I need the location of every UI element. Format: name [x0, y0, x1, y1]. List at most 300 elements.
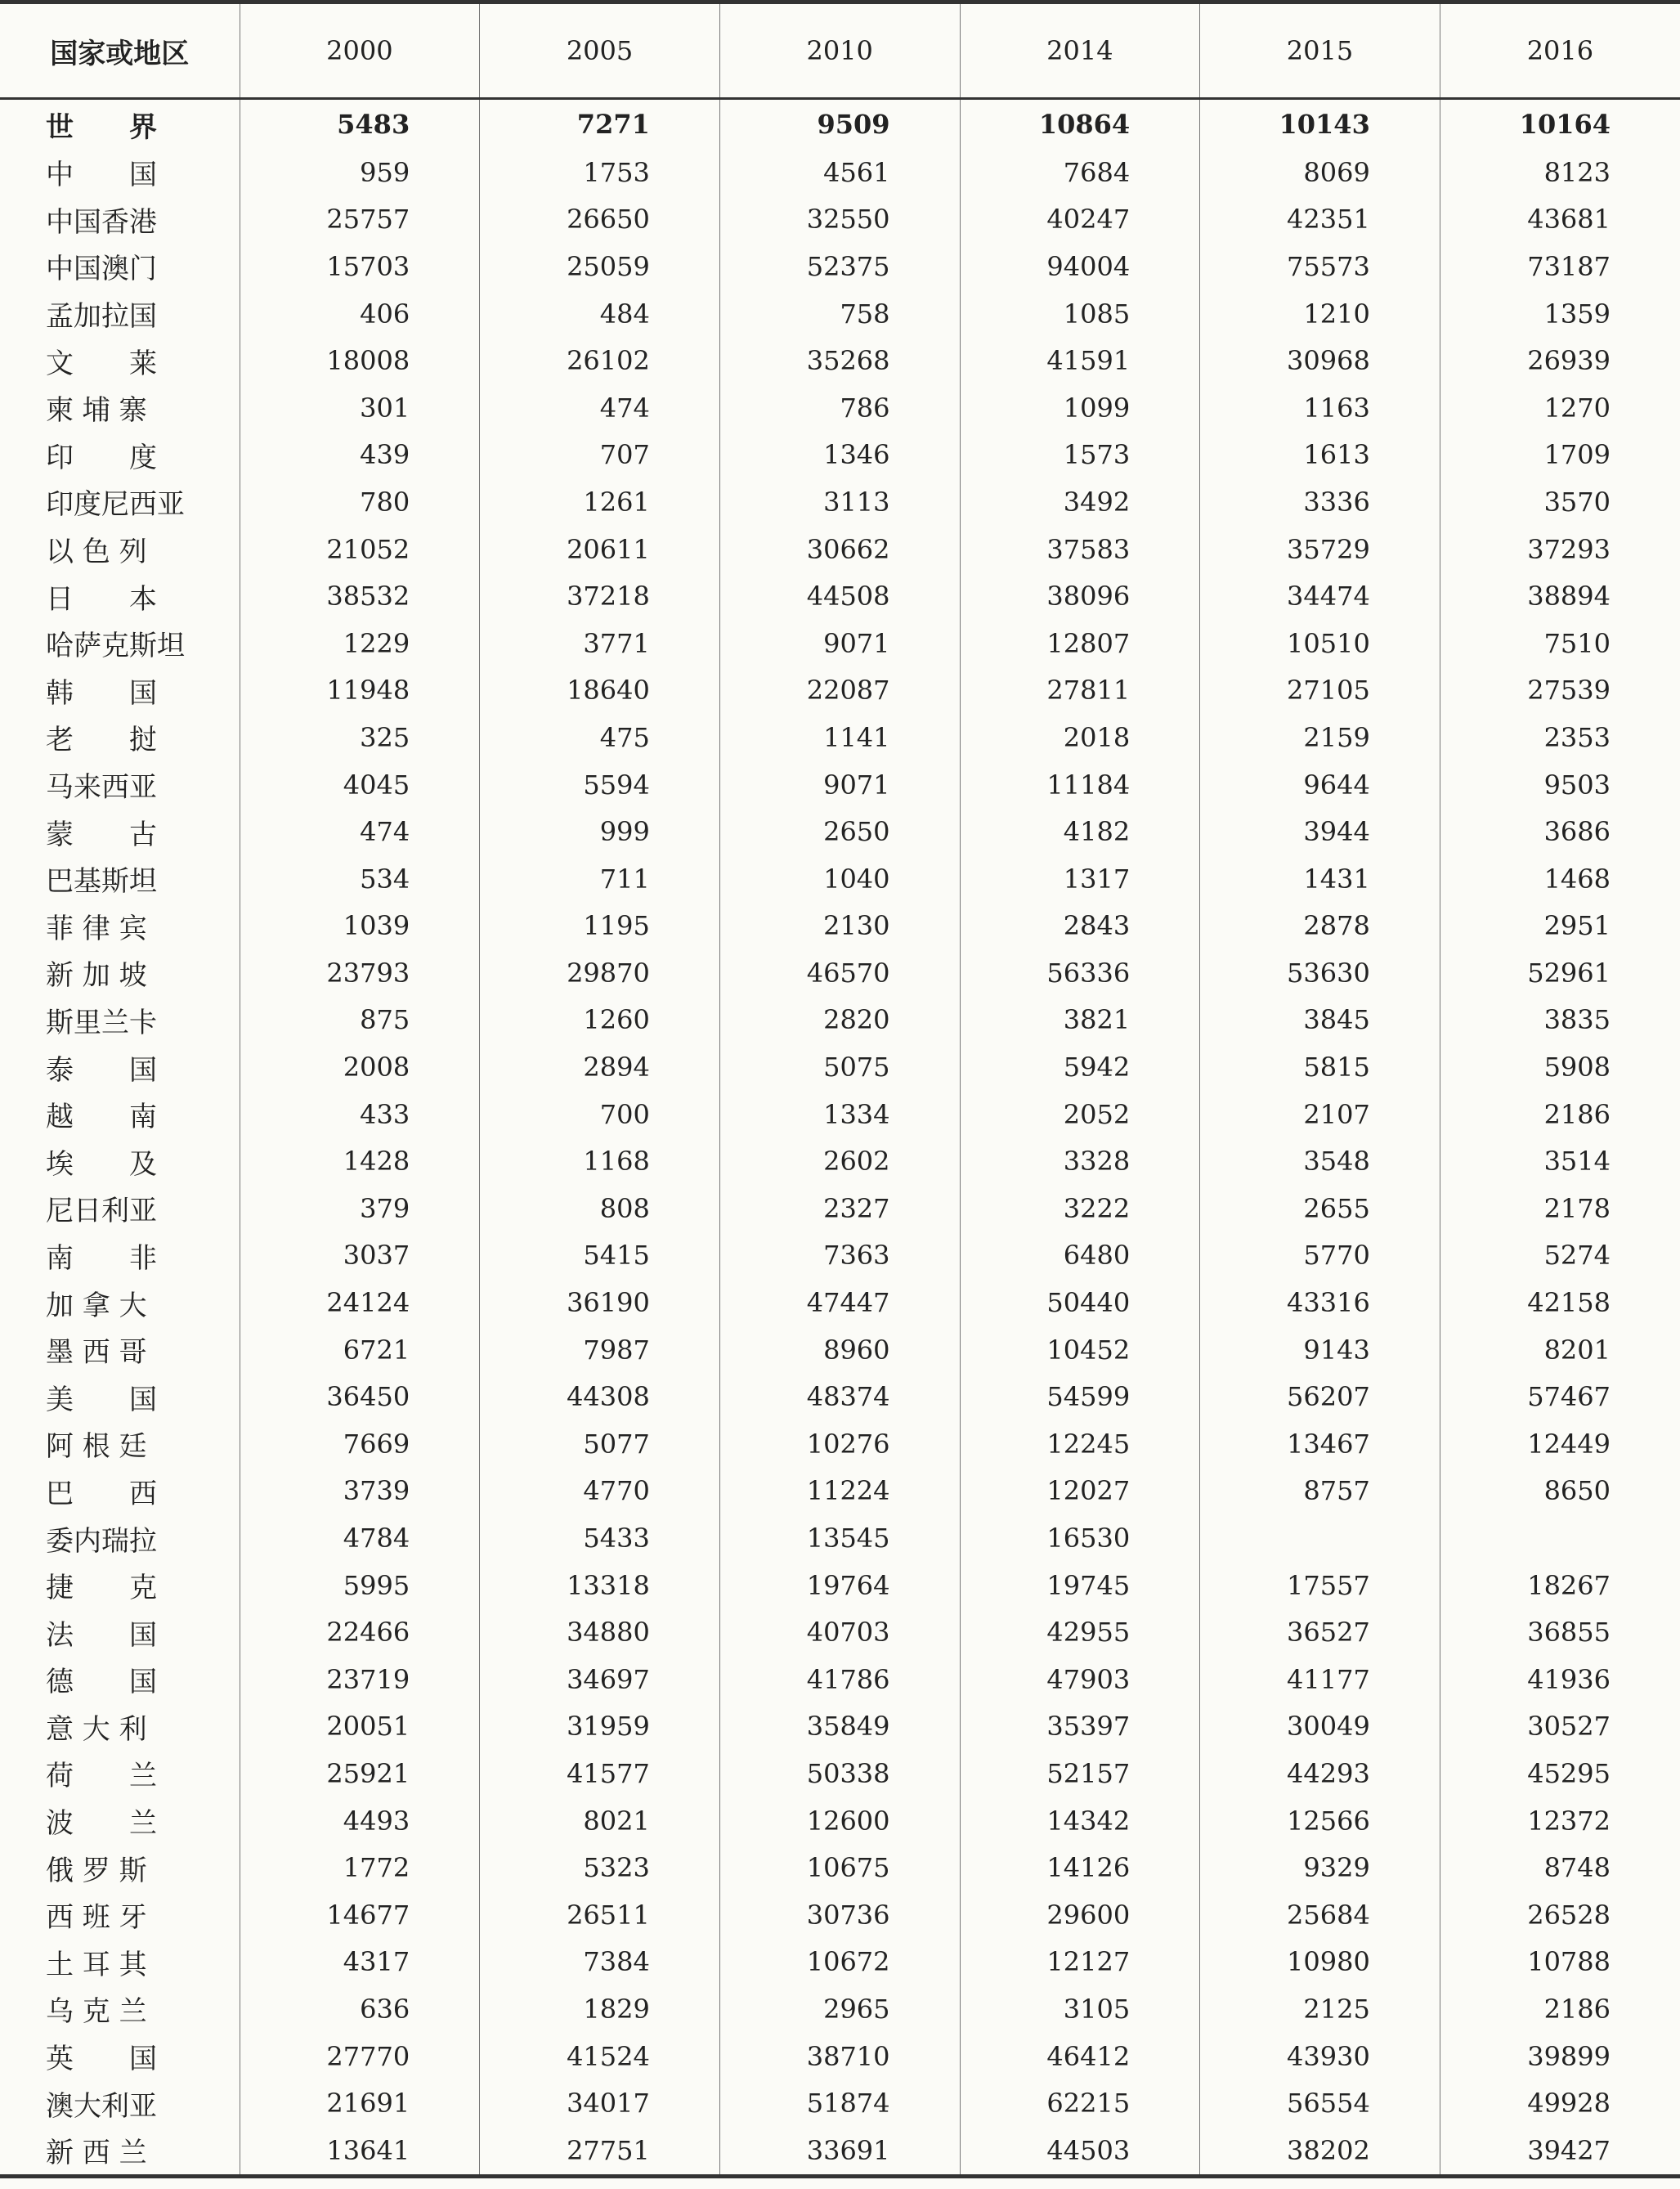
country-name-cell: 埃 及 [46, 1147, 157, 1181]
country-name-cell: 法 国 [46, 1618, 157, 1652]
value-cell: 3037 [240, 1232, 480, 1280]
table-row [0, 1091, 1680, 1138]
country-name-cell: 荷 兰 [46, 1760, 157, 1793]
value-cell: 9143 [1200, 1326, 1440, 1374]
value-cell: 26939 [1440, 337, 1680, 384]
table-row [0, 1844, 1680, 1891]
country-name-cell: 孟加拉国 [46, 300, 157, 334]
value-cell: 875 [240, 997, 480, 1044]
table-row [0, 2127, 1680, 2176]
value-cell: 44293 [1200, 1750, 1440, 1797]
value-cell: 2052 [960, 1091, 1200, 1138]
country-name-cell: 泰 国 [46, 1053, 157, 1087]
value-cell: 1099 [960, 384, 1200, 432]
value-cell: 475 [480, 714, 720, 761]
country-name-cell: 新 西 兰 [0, 2127, 240, 2176]
value-cell: 38710 [719, 2033, 960, 2080]
header-year-2000: 2000 [240, 2, 480, 99]
table-row [0, 1232, 1680, 1280]
table-row [0, 526, 1680, 573]
value-cell: 3835 [1440, 997, 1680, 1044]
value-cell: 2655 [1200, 1185, 1440, 1232]
value-cell: 1039 [240, 903, 480, 950]
value-cell: 7987 [480, 1326, 720, 1374]
value-cell: 8650 [1440, 1468, 1680, 1515]
value-cell: 10510 [1200, 620, 1440, 667]
country-name-cell: 意 大 利 [46, 1712, 147, 1746]
value-cell: 3845 [1200, 997, 1440, 1044]
value-cell: 1334 [719, 1091, 960, 1138]
table-row [0, 1939, 1680, 1986]
country-name-cell: 日 本 [46, 582, 157, 616]
value-cell: 5415 [480, 1232, 720, 1280]
value-cell: 44508 [719, 572, 960, 620]
value-cell [1200, 1514, 1440, 1562]
value-cell: 10143 [1200, 99, 1440, 150]
header-year-2015: 2015 [1200, 2, 1440, 99]
table-row [0, 1750, 1680, 1797]
value-cell: 9329 [1200, 1844, 1440, 1891]
value-cell: 959 [240, 149, 480, 196]
value-cell: 41786 [719, 1656, 960, 1703]
country-name-cell: 文 莱 [46, 347, 157, 380]
value-cell: 10980 [1200, 1939, 1440, 1986]
table-row [0, 949, 1680, 997]
table-row [0, 761, 1680, 809]
country-name-cell: 巴基斯坦 [46, 865, 157, 899]
value-cell: 9071 [719, 761, 960, 809]
table-row [0, 1797, 1680, 1845]
value-cell: 1210 [1200, 290, 1440, 338]
table-row [0, 903, 1680, 950]
value-cell: 5815 [1200, 1043, 1440, 1091]
value-cell: 3514 [1440, 1137, 1680, 1185]
value-cell: 13545 [719, 1514, 960, 1562]
value-cell: 33691 [719, 2127, 960, 2176]
value-cell: 18267 [1440, 1562, 1680, 1609]
value-cell: 8960 [719, 1326, 960, 1374]
value-cell: 474 [480, 384, 720, 432]
country-name-cell: 德 国 [46, 1666, 157, 1699]
value-cell: 25684 [1200, 1891, 1440, 1939]
value-cell: 11224 [719, 1468, 960, 1515]
value-cell: 3821 [960, 997, 1200, 1044]
value-cell: 47903 [960, 1656, 1200, 1703]
value-cell: 4182 [960, 808, 1200, 855]
country-name-cell: 韩 国 [46, 676, 157, 710]
value-cell: 999 [480, 808, 720, 855]
value-cell: 30968 [1200, 337, 1440, 384]
country-name-cell: 澳大利亚 [46, 2089, 157, 2123]
value-cell: 12245 [960, 1420, 1200, 1468]
value-cell: 20611 [480, 526, 720, 573]
value-cell: 9644 [1200, 761, 1440, 809]
value-cell: 10675 [719, 1844, 960, 1891]
value-cell: 5077 [480, 1420, 720, 1468]
value-cell: 35849 [719, 1703, 960, 1751]
value-cell: 1141 [719, 714, 960, 761]
value-cell: 21052 [240, 526, 480, 573]
value-cell: 43930 [1200, 2033, 1440, 2080]
value-cell: 12566 [1200, 1797, 1440, 1845]
value-cell: 3336 [1200, 478, 1440, 526]
value-cell: 30662 [719, 526, 960, 573]
value-cell: 27105 [1200, 667, 1440, 715]
value-cell: 36190 [480, 1279, 720, 1326]
country-name-cell: 西 班 牙 [46, 1901, 147, 1935]
value-cell: 20051 [240, 1703, 480, 1751]
value-cell: 3739 [240, 1468, 480, 1515]
country-name-cell: 蒙 古 [46, 818, 157, 851]
value-cell: 7271 [480, 99, 720, 150]
value-cell: 2602 [719, 1137, 960, 1185]
country-name-cell: 越 南 [46, 1101, 157, 1134]
country-name-cell: 加 拿 大 [46, 1289, 147, 1322]
value-cell: 2186 [1440, 1091, 1680, 1138]
value-cell: 8201 [1440, 1326, 1680, 1374]
value-cell: 9503 [1440, 761, 1680, 809]
value-cell: 1709 [1440, 432, 1680, 479]
value-cell: 52375 [719, 243, 960, 290]
value-cell: 25059 [480, 243, 720, 290]
value-cell: 53630 [1200, 949, 1440, 997]
value-cell: 711 [480, 855, 720, 903]
table-row [0, 432, 1680, 479]
value-cell: 1468 [1440, 855, 1680, 903]
value-cell: 19745 [960, 1562, 1200, 1609]
value-cell: 2125 [1200, 1985, 1440, 2033]
country-name-cell: 南 非 [46, 1241, 157, 1275]
value-cell: 7363 [719, 1232, 960, 1280]
value-cell: 1270 [1440, 384, 1680, 432]
value-cell: 32550 [719, 196, 960, 244]
country-name-cell: 土 耳 其 [46, 1948, 147, 1981]
value-cell: 38096 [960, 572, 1200, 620]
value-cell: 41524 [480, 2033, 720, 2080]
table-row [0, 2079, 1680, 2127]
country-name-cell: 乌 克 兰 [46, 1995, 147, 2029]
table-row [0, 1514, 1680, 1562]
country-name-cell: 以 色 列 [46, 536, 147, 569]
country-name-cell: 捷 克 [46, 1572, 157, 1605]
value-cell: 15703 [240, 243, 480, 290]
value-cell: 38202 [1200, 2127, 1440, 2176]
value-cell: 2894 [480, 1043, 720, 1091]
header-year-2016: 2016 [1440, 2, 1680, 99]
table-row [0, 620, 1680, 667]
country-name-cell: 英 国 [46, 2043, 157, 2076]
table-row [0, 1656, 1680, 1703]
table-row [0, 1608, 1680, 1656]
value-cell: 14677 [240, 1891, 480, 1939]
value-cell: 2353 [1440, 714, 1680, 761]
value-cell: 41177 [1200, 1656, 1440, 1703]
value-cell: 2018 [960, 714, 1200, 761]
value-cell: 51874 [719, 2079, 960, 2127]
value-cell: 19764 [719, 1562, 960, 1609]
value-cell: 3492 [960, 478, 1200, 526]
value-cell: 30736 [719, 1891, 960, 1939]
value-cell: 1431 [1200, 855, 1440, 903]
header-year-2014: 2014 [960, 2, 1200, 99]
value-cell: 35729 [1200, 526, 1440, 573]
table-row [0, 1137, 1680, 1185]
value-cell: 2327 [719, 1185, 960, 1232]
value-cell: 6480 [960, 1232, 1200, 1280]
value-cell: 12372 [1440, 1797, 1680, 1845]
value-cell: 5942 [960, 1043, 1200, 1091]
value-cell: 48374 [719, 1373, 960, 1420]
value-cell: 2650 [719, 808, 960, 855]
value-cell: 27751 [480, 2127, 720, 2176]
value-cell: 534 [240, 855, 480, 903]
table-row [0, 149, 1680, 196]
value-cell: 43316 [1200, 1279, 1440, 1326]
value-cell: 62215 [960, 2079, 1200, 2127]
value-cell: 26650 [480, 196, 720, 244]
value-cell: 10452 [960, 1326, 1200, 1374]
value-cell: 50440 [960, 1279, 1200, 1326]
value-cell: 38532 [240, 572, 480, 620]
value-cell: 4770 [480, 1468, 720, 1515]
header-row [0, 2, 1680, 99]
value-cell: 12807 [960, 620, 1200, 667]
value-cell: 1317 [960, 855, 1200, 903]
country-name-cell: 巴 西 [46, 1477, 157, 1510]
value-cell: 14126 [960, 1844, 1200, 1891]
value-cell: 37218 [480, 572, 720, 620]
value-cell: 8757 [1200, 1468, 1440, 1515]
value-cell: 2951 [1440, 903, 1680, 950]
country-name-cell: 印 度 [46, 441, 157, 474]
table-header [0, 2, 1680, 99]
table-row [0, 1373, 1680, 1420]
value-cell: 379 [240, 1185, 480, 1232]
value-cell: 50338 [719, 1750, 960, 1797]
value-cell: 1428 [240, 1137, 480, 1185]
value-cell: 1359 [1440, 290, 1680, 338]
value-cell: 3105 [960, 1985, 1200, 2033]
table-row [0, 337, 1680, 384]
value-cell: 10276 [719, 1420, 960, 1468]
value-cell: 1260 [480, 997, 720, 1044]
table-row [0, 1703, 1680, 1751]
value-cell: 474 [240, 808, 480, 855]
value-cell: 439 [240, 432, 480, 479]
value-cell: 4784 [240, 1514, 480, 1562]
country-name-cell: 老 挝 [46, 724, 157, 757]
value-cell: 3328 [960, 1137, 1200, 1185]
country-name-cell: 美 国 [46, 1383, 157, 1416]
value-cell: 14342 [960, 1797, 1200, 1845]
table-row [0, 667, 1680, 715]
value-cell: 49928 [1440, 2079, 1680, 2127]
value-cell: 44308 [480, 1373, 720, 1420]
value-cell: 9509 [719, 99, 960, 150]
value-cell: 2843 [960, 903, 1200, 950]
value-cell: 12027 [960, 1468, 1200, 1515]
value-cell: 2820 [719, 997, 960, 1044]
country-name-cell: 墨 西 哥 [46, 1336, 147, 1370]
value-cell: 31959 [480, 1703, 720, 1751]
value-cell: 3944 [1200, 808, 1440, 855]
value-cell: 9071 [719, 620, 960, 667]
value-cell: 46570 [719, 949, 960, 997]
value-cell: 17557 [1200, 1562, 1440, 1609]
country-name-cell: 中国澳门 [46, 253, 157, 286]
value-cell: 13641 [240, 2127, 480, 2176]
value-cell: 16530 [960, 1514, 1200, 1562]
value-cell: 41936 [1440, 1656, 1680, 1703]
value-cell: 56336 [960, 949, 1200, 997]
value-cell: 406 [240, 290, 480, 338]
table-row [0, 855, 1680, 903]
value-cell: 36450 [240, 1373, 480, 1420]
value-cell: 5075 [719, 1043, 960, 1091]
value-cell: 18640 [480, 667, 720, 715]
value-cell: 25757 [240, 196, 480, 244]
table-row [0, 290, 1680, 338]
country-name-cell: 哈萨克斯坦 [46, 630, 185, 663]
value-cell: 52157 [960, 1750, 1200, 1797]
value-cell: 26528 [1440, 1891, 1680, 1939]
value-cell: 11948 [240, 667, 480, 715]
value-cell: 5594 [480, 761, 720, 809]
value-cell [1440, 1514, 1680, 1562]
value-cell: 8069 [1200, 149, 1440, 196]
value-cell: 1195 [480, 903, 720, 950]
value-cell: 1613 [1200, 432, 1440, 479]
value-cell: 56207 [1200, 1373, 1440, 1420]
table-row [0, 196, 1680, 244]
value-cell: 22087 [719, 667, 960, 715]
value-cell: 45295 [1440, 1750, 1680, 1797]
value-cell: 26102 [480, 337, 720, 384]
value-cell: 4317 [240, 1939, 480, 1986]
value-cell: 2159 [1200, 714, 1440, 761]
value-cell: 36527 [1200, 1608, 1440, 1656]
value-cell: 2186 [1440, 1985, 1680, 2033]
value-cell: 57467 [1440, 1373, 1680, 1420]
table-body [0, 99, 1680, 2177]
value-cell: 37583 [960, 526, 1200, 573]
value-cell: 2178 [1440, 1185, 1680, 1232]
value-cell: 780 [240, 478, 480, 526]
value-cell: 30049 [1200, 1703, 1440, 1751]
value-cell: 12449 [1440, 1420, 1680, 1468]
value-cell: 4493 [240, 1797, 480, 1845]
table-row [0, 714, 1680, 761]
value-cell: 5995 [240, 1562, 480, 1609]
value-cell: 30527 [1440, 1703, 1680, 1751]
value-cell: 42955 [960, 1608, 1200, 1656]
value-cell: 6721 [240, 1326, 480, 1374]
value-cell: 8123 [1440, 149, 1680, 196]
value-cell: 7510 [1440, 620, 1680, 667]
value-cell: 13467 [1200, 1420, 1440, 1468]
value-cell: 25921 [240, 1750, 480, 1797]
table-row [0, 1562, 1680, 1609]
value-cell: 10788 [1440, 1939, 1680, 1986]
value-cell: 46412 [960, 2033, 1200, 2080]
value-cell: 700 [480, 1091, 720, 1138]
value-cell: 5908 [1440, 1043, 1680, 1091]
value-cell: 758 [719, 290, 960, 338]
table-row [0, 384, 1680, 432]
value-cell: 34880 [480, 1608, 720, 1656]
table-row [0, 997, 1680, 1044]
country-name-cell: 世 界 [46, 110, 157, 144]
value-cell: 433 [240, 1091, 480, 1138]
value-cell: 52961 [1440, 949, 1680, 997]
country-name-cell: 印度尼西亚 [46, 488, 185, 522]
value-cell: 29600 [960, 1891, 1200, 1939]
value-cell: 29870 [480, 949, 720, 997]
value-cell: 1261 [480, 478, 720, 526]
value-cell: 3548 [1200, 1137, 1440, 1185]
value-cell: 43681 [1440, 196, 1680, 244]
country-name-cell: 波 兰 [46, 1807, 157, 1841]
table-row [0, 1185, 1680, 1232]
value-cell: 7684 [960, 149, 1200, 196]
table-row [0, 1043, 1680, 1091]
country-name-cell: 斯里兰卡 [46, 1006, 157, 1039]
country-name-cell: 菲 律 宾 [46, 912, 147, 945]
table-row [0, 1985, 1680, 2033]
value-cell: 3771 [480, 620, 720, 667]
table-row [0, 1468, 1680, 1515]
value-cell: 5483 [240, 99, 480, 150]
value-cell: 1573 [960, 432, 1200, 479]
header-country: 国家或地区 [0, 2, 240, 99]
value-cell: 2965 [719, 1985, 960, 2033]
value-cell: 27811 [960, 667, 1200, 715]
value-cell: 10864 [960, 99, 1200, 150]
value-cell: 1163 [1200, 384, 1440, 432]
value-cell: 27770 [240, 2033, 480, 2080]
value-cell: 1168 [480, 1137, 720, 1185]
table-row [0, 1891, 1680, 1939]
value-cell: 18008 [240, 337, 480, 384]
value-cell: 94004 [960, 243, 1200, 290]
value-cell: 41577 [480, 1750, 720, 1797]
value-cell: 3113 [719, 478, 960, 526]
value-cell: 21691 [240, 2079, 480, 2127]
value-cell: 5323 [480, 1844, 720, 1891]
value-cell: 10672 [719, 1939, 960, 1986]
value-cell: 56554 [1200, 2079, 1440, 2127]
value-cell: 786 [719, 384, 960, 432]
value-cell: 27539 [1440, 667, 1680, 715]
value-cell: 707 [480, 432, 720, 479]
value-cell: 34697 [480, 1656, 720, 1703]
value-cell: 75573 [1200, 243, 1440, 290]
table-row [0, 2033, 1680, 2080]
value-cell: 3686 [1440, 808, 1680, 855]
table-row [0, 1326, 1680, 1374]
value-cell: 37293 [1440, 526, 1680, 573]
table-row [0, 808, 1680, 855]
value-cell: 2130 [719, 903, 960, 950]
value-cell: 1772 [240, 1844, 480, 1891]
table-row [0, 243, 1680, 290]
country-name-cell: 新 加 坡 [46, 959, 147, 993]
value-cell: 54599 [960, 1373, 1200, 1420]
value-cell: 636 [240, 1985, 480, 2033]
value-cell: 23793 [240, 949, 480, 997]
value-cell: 38894 [1440, 572, 1680, 620]
value-cell: 301 [240, 384, 480, 432]
